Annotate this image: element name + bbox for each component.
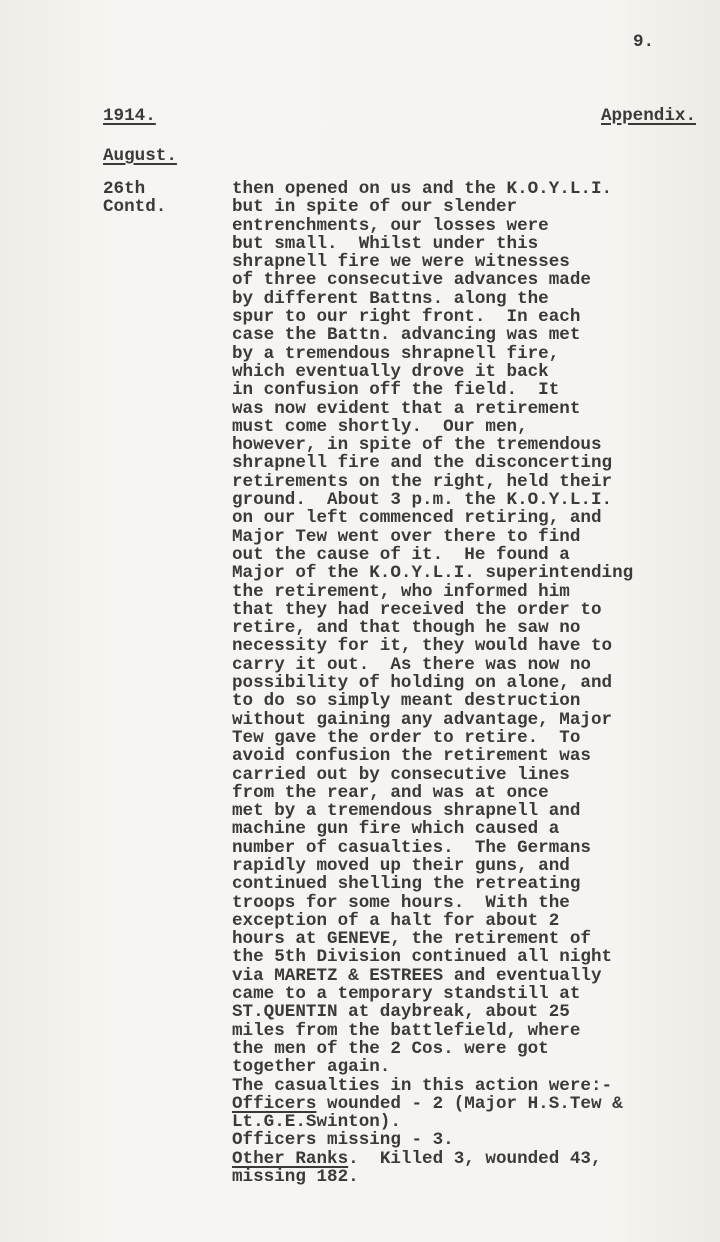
text-segment: Officers missing - 3.: [232, 1130, 454, 1151]
text-line: [232, 985, 633, 1003]
text-segment: but in spite of our slender: [232, 197, 518, 218]
text-line: [232, 564, 633, 582]
text-segment: to do so simply meant destruction: [232, 691, 581, 712]
text-line: [232, 1077, 633, 1095]
text-segment: but small. Whilst under this: [232, 233, 539, 254]
text-line: [232, 363, 633, 381]
text-segment: number of casualties. The Germans: [232, 837, 591, 858]
text-segment: avoid confusion the retirement was: [232, 746, 591, 767]
text-line: [232, 967, 633, 985]
text-line: [232, 1113, 633, 1131]
text-segment: together again.: [232, 1057, 391, 1078]
text-segment: shrapnell fire we were witnesses: [232, 252, 570, 273]
text-segment: the 5th Division continued all night: [232, 947, 613, 968]
text-segment: however, in spite of the tremendous: [232, 435, 602, 456]
text-segment: case the Battn. advancing was met: [232, 325, 581, 346]
text-line: [232, 656, 633, 674]
text-line: [232, 948, 633, 966]
text-line: [232, 930, 633, 948]
date-label: 26th: [103, 179, 146, 199]
text-line: [232, 601, 633, 619]
text-line: [232, 619, 633, 637]
text-line: [232, 381, 633, 399]
continued-label: Contd.: [103, 197, 167, 217]
text-segment: that they had received the order to: [232, 599, 602, 620]
text-segment: in confusion off the field. It: [232, 380, 560, 401]
text-line: [232, 1040, 633, 1058]
text-segment: machine gun fire which caused a: [232, 819, 560, 840]
text-line: [232, 784, 633, 802]
text-line: [232, 290, 633, 308]
month-heading: August.: [103, 146, 177, 166]
text-segment: wounded - 2 (Major H.S.Tew &: [316, 1093, 623, 1114]
text-line: [232, 198, 633, 216]
text-line: [232, 271, 633, 289]
text-segment: miles from the battlefield, where: [232, 1020, 581, 1041]
text-segment: met by a tremendous shrapnell and: [232, 801, 581, 822]
underlined-text: Officers: [232, 1093, 317, 1114]
text-line: [232, 1131, 633, 1149]
text-line: [232, 674, 633, 692]
text-segment: the men of the 2 Cos. were got: [232, 1038, 549, 1059]
text-line: [232, 1003, 633, 1021]
text-segment: hours at GENEVE, the retirement of: [232, 929, 591, 950]
text-line: [232, 802, 633, 820]
text-segment: the retirement, who informed him: [232, 581, 570, 602]
text-segment: retire, and that though he saw no: [232, 618, 581, 639]
text-line: [232, 546, 633, 564]
text-line: [232, 637, 633, 655]
text-line: [232, 491, 633, 509]
text-segment: was now evident that a retirement: [232, 398, 581, 419]
text-line: [232, 875, 633, 893]
text-segment: Lt.G.E.Swinton).: [232, 1112, 401, 1133]
text-line: [232, 253, 633, 271]
text-segment: possibility of holding on alone, and: [232, 673, 613, 694]
text-line: [232, 912, 633, 930]
text-segment: Tew gave the order to retire. To: [232, 727, 581, 748]
text-segment: troops for some hours. With the: [232, 892, 570, 913]
text-segment: from the rear, and was at once: [232, 782, 549, 803]
text-segment: missing 182.: [232, 1167, 359, 1188]
text-segment: by different Battns. along the: [232, 288, 549, 309]
text-line: [232, 711, 633, 729]
appendix-heading: Appendix.: [601, 106, 697, 126]
text-segment: Major Tew went over there to find: [232, 526, 581, 547]
page-number: 9.: [633, 32, 655, 52]
text-segment: came to a temporary standstill at: [232, 984, 581, 1005]
text-line: [232, 180, 633, 198]
text-segment: retirements on the right, held their: [232, 471, 613, 492]
text-line: [232, 857, 633, 875]
text-line: [232, 1058, 633, 1076]
text-segment: of three consecutive advances made: [232, 270, 591, 291]
text-line: [232, 583, 633, 601]
text-segment: by a tremendous shrapnell fire,: [232, 343, 560, 364]
text-segment: on our left commenced retiring, and: [232, 508, 602, 529]
text-segment: exception of a halt for about 2: [232, 910, 560, 931]
text-line: [232, 418, 633, 436]
year-heading: 1914.: [103, 106, 156, 126]
text-line: [232, 894, 633, 912]
text-line: [232, 345, 633, 363]
text-segment: shrapnell fire and the disconcerting: [232, 453, 613, 474]
text-segment: must come shortly. Our men,: [232, 416, 528, 437]
text-segment: . Killed 3, wounded 43,: [348, 1148, 602, 1169]
text-line: [232, 692, 633, 710]
text-segment: which eventually drove it back: [232, 361, 549, 382]
text-line: [232, 217, 633, 235]
text-segment: Major of the K.O.Y.L.I. superintending: [232, 563, 634, 584]
text-line: [232, 1168, 633, 1186]
text-line: [232, 1095, 633, 1113]
text-segment: carried out by consecutive lines: [232, 764, 570, 785]
text-segment: The casualties in this action were:-: [232, 1075, 613, 1096]
text-line: [232, 454, 633, 472]
text-segment: carry it out. As there was now no: [232, 654, 591, 675]
text-line: [232, 1150, 633, 1168]
text-line: [232, 528, 633, 546]
text-segment: rapidly moved up their guns, and: [232, 855, 570, 876]
text-line: [232, 839, 633, 857]
text-line: [232, 308, 633, 326]
text-line: [232, 326, 633, 344]
text-line: [232, 1022, 633, 1040]
text-segment: without gaining any advantage, Major: [232, 709, 613, 730]
text-segment: then opened on us and the K.O.Y.L.I.: [232, 179, 613, 199]
text-line: [232, 473, 633, 491]
text-segment: ground. About 3 p.m. the K.O.Y.L.I.: [232, 490, 613, 511]
text-line: [232, 400, 633, 418]
text-segment: ST.QUENTIN at daybreak, about 25: [232, 1002, 570, 1023]
text-line: [232, 235, 633, 253]
text-segment: entrenchments, our losses were: [232, 215, 549, 236]
text-segment: via MARETZ & ESTREES and eventually: [232, 965, 602, 986]
underlined-text: Other Ranks: [232, 1148, 349, 1169]
text-segment: out the cause of it. He found a: [232, 544, 570, 565]
text-line: [232, 729, 633, 747]
text-line: [232, 766, 633, 784]
text-line: [232, 747, 633, 765]
text-segment: necessity for it, they would have to: [232, 636, 613, 657]
text-segment: spur to our right front. In each: [232, 307, 581, 328]
body-text: [232, 180, 633, 1186]
text-line: [232, 509, 633, 527]
text-segment: continued shelling the retreating: [232, 874, 581, 895]
text-line: [232, 436, 633, 454]
text-line: [232, 820, 633, 838]
